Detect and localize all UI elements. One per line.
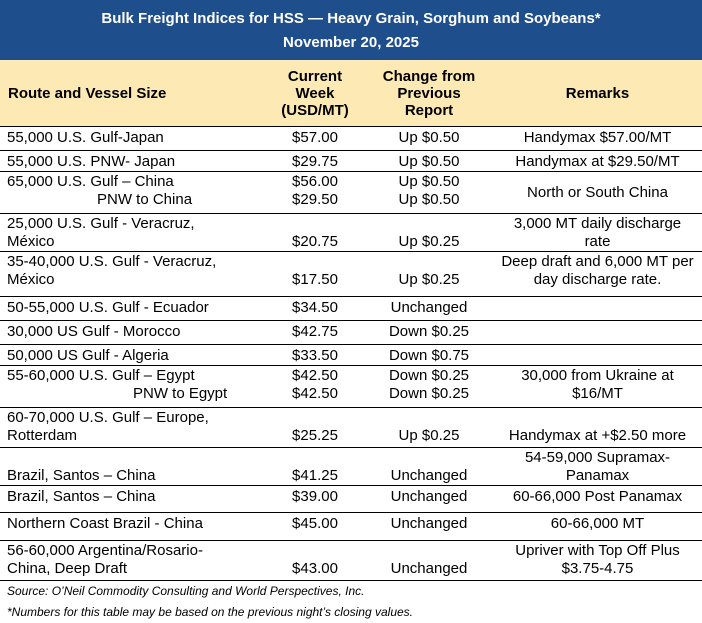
cell-remarks [493, 127, 702, 151]
cell-line: Unchanged [390, 299, 468, 316]
cell-route [0, 321, 265, 345]
cell-change [365, 172, 493, 214]
cell-line: $42.75 [292, 323, 338, 340]
cell-line: 60-66,000 Post Panamax [512, 488, 683, 505]
cell-current [265, 297, 365, 321]
cell-route [0, 252, 265, 297]
header-current: Current Week (USD/MT) [265, 60, 365, 127]
cell-line: Up $0.50 [398, 153, 460, 170]
cell-route [0, 172, 265, 214]
table-row [0, 448, 702, 486]
cell-route [0, 297, 265, 321]
cell-remarks [493, 513, 702, 541]
table-row [0, 513, 702, 541]
cell-line: $45.00 [292, 515, 338, 532]
cell-change [365, 252, 493, 297]
cell-line: Handymax at $29.50/MT [515, 153, 680, 170]
table-title: Bulk Freight Indices for HSS — Heavy Grain, Sorghum and Soybeans* [101, 10, 601, 27]
cell-line: Unchanged [390, 488, 468, 505]
cell-current [265, 486, 365, 513]
cell-line: $29.75 [292, 153, 338, 170]
cell-line: 55,000 U.S. Gulf-Japan [7, 129, 164, 146]
cell-line: México [7, 233, 55, 250]
cell-line: $41.25 [292, 467, 338, 484]
cell-current [265, 345, 365, 366]
cell-line: $33.50 [292, 347, 338, 364]
cell-line: Up $0.50 [398, 173, 460, 190]
cell-line: $16/MT [572, 385, 623, 402]
table-row [0, 252, 702, 297]
table-row [0, 541, 702, 581]
cell-line: North or South China [527, 183, 668, 201]
cell-current [265, 408, 365, 448]
cell-change [365, 486, 493, 513]
cell-change [365, 513, 493, 541]
cell-line: $42.50 [292, 385, 338, 402]
title-band [0, 0, 702, 60]
cell-remarks [493, 321, 702, 345]
table-row [0, 151, 702, 172]
cell-change [365, 366, 493, 408]
cell-change [365, 541, 493, 581]
footnote: *Numbers for this table may be based on the previous night’s closing values. [7, 605, 414, 619]
cell-line: Up $0.50 [398, 191, 460, 208]
cell-line [365, 542, 493, 560]
table-row [0, 214, 702, 252]
cell-line: Handymax at +$2.50 more [508, 427, 687, 444]
cell-line: $56.00 [292, 173, 338, 190]
cell-route [0, 366, 265, 408]
cell-line: $25.25 [292, 427, 338, 444]
cell-line: China, Deep Draft [7, 560, 128, 577]
cell-line: 55,000 U.S. PNW- Japan [7, 153, 176, 170]
cell-line [365, 215, 493, 233]
cell-change [365, 448, 493, 486]
cell-line: Rotterdam [7, 427, 78, 444]
cell-line: $20.75 [292, 233, 338, 250]
cell-line: $29.50 [292, 191, 338, 208]
cell-line [365, 253, 493, 271]
cell-line: Down $0.25 [388, 367, 470, 384]
cell-current [265, 541, 365, 581]
cell-route [0, 486, 265, 513]
cell-line: Unchanged [390, 515, 468, 532]
cell-line: 55-60,000 U.S. Gulf – Egypt [7, 367, 195, 384]
cell-remarks [493, 541, 702, 581]
cell-line [265, 409, 365, 427]
cell-current [265, 366, 365, 408]
cell-line: PNW to Egypt [133, 385, 228, 402]
cell-line: Up $0.25 [398, 233, 460, 250]
cell-line [493, 347, 702, 365]
cell-current [265, 214, 365, 252]
header-row [0, 60, 702, 127]
cell-line: day discharge rate. [533, 271, 662, 288]
cell-line: Brazil, Santos – China [7, 488, 156, 505]
cell-change [365, 151, 493, 172]
cell-remarks [493, 297, 702, 321]
cell-line: 50,000 US Gulf - Algeria [7, 347, 169, 364]
cell-change [365, 345, 493, 366]
cell-line: PNW to China [97, 191, 193, 208]
cell-remarks [493, 151, 702, 172]
cell-line [265, 215, 365, 233]
table-body [0, 127, 702, 581]
cell-line [265, 253, 365, 271]
cell-remarks [493, 408, 702, 448]
cell-line: Up $0.50 [398, 129, 460, 146]
cell-route [0, 513, 265, 541]
cell-line: 60-70,000 U.S. Gulf – Europe, [7, 409, 209, 426]
cell-line: Panamax [565, 467, 630, 484]
cell-change [365, 321, 493, 345]
cell-route [0, 127, 265, 151]
cell-current [265, 151, 365, 172]
freight-table [0, 60, 702, 581]
cell-route [0, 151, 265, 172]
cell-line: $57.00 [292, 129, 338, 146]
cell-line [365, 449, 493, 467]
cell-line: Down $0.75 [388, 347, 470, 364]
cell-current [265, 513, 365, 541]
cell-line: $39.00 [292, 488, 338, 505]
cell-line: 25,000 U.S. Gulf - Veracruz, [7, 215, 195, 232]
table-row [0, 321, 702, 345]
cell-line: Up $0.25 [398, 427, 460, 444]
cell-line: $43.00 [292, 560, 338, 577]
report-date: November 20, 2025 [283, 34, 419, 51]
cell-line [365, 409, 493, 427]
table-row [0, 127, 702, 151]
cell-line: 30,000 US Gulf - Morocco [7, 323, 181, 340]
header-remarks: Remarks [493, 60, 702, 127]
header-route: Route and Vessel Size [0, 60, 265, 127]
cell-line: Down $0.25 [388, 323, 470, 340]
cell-current [265, 172, 365, 214]
cell-line: 60-66,000 MT [550, 515, 645, 532]
cell-line [493, 409, 702, 427]
cell-change [365, 408, 493, 448]
cell-line: $17.50 [292, 271, 338, 288]
cell-route [0, 214, 265, 252]
cell-line: 54-59,000 Supramax- [524, 449, 671, 466]
cell-line: Unchanged [390, 560, 468, 577]
cell-line: México [7, 271, 55, 288]
cell-route [0, 345, 265, 366]
cell-current [265, 448, 365, 486]
cell-line: Up $0.25 [398, 271, 460, 288]
cell-line [265, 542, 365, 560]
cell-remarks [493, 252, 702, 297]
cell-line: $42.50 [292, 367, 338, 384]
table-row [0, 486, 702, 513]
table-row [0, 408, 702, 448]
header-change: Change from Previous Report [365, 60, 493, 127]
notes [0, 581, 702, 623]
cell-current [265, 127, 365, 151]
cell-line: 56-60,000 Argentina/Rosario- [7, 542, 203, 559]
table-row [0, 366, 702, 408]
cell-line: Unchanged [390, 467, 468, 484]
cell-line [493, 323, 702, 341]
source-note: Source: O’Neil Commodity Consulting and World Perspectives, Inc. [7, 584, 365, 598]
cell-remarks [493, 214, 702, 252]
cell-line: 65,000 U.S. Gulf – China [7, 173, 174, 190]
cell-line: 35-40,000 U.S. Gulf - Veracruz, [7, 253, 217, 270]
cell-line: Northern Coast Brazil - China [7, 515, 203, 532]
cell-line: Deep draft and 6,000 MT per [501, 253, 694, 270]
cell-remarks [493, 172, 702, 214]
cell-line: $3.75-4.75 [561, 560, 634, 577]
cell-line: 30,000 from Ukraine at [521, 367, 674, 384]
cell-line: Upriver with Top Off Plus [515, 542, 680, 559]
table-row [0, 297, 702, 321]
cell-remarks [493, 345, 702, 366]
cell-line: Down $0.25 [388, 385, 470, 402]
cell-remarks [493, 448, 702, 486]
cell-line [265, 449, 365, 467]
table-row [0, 172, 702, 214]
cell-change [365, 297, 493, 321]
cell-current [265, 252, 365, 297]
cell-route [0, 448, 265, 486]
table-row [0, 345, 702, 366]
cell-line [493, 299, 702, 317]
cell-line: Handymax $57.00/MT [523, 129, 672, 146]
cell-current [265, 321, 365, 345]
cell-line: 50-55,000 U.S. Gulf - Ecuador [7, 299, 209, 316]
cell-change [365, 127, 493, 151]
cell-line: rate [584, 233, 611, 250]
cell-line: Brazil, Santos – China [7, 467, 156, 484]
cell-line: $34.50 [292, 299, 338, 316]
cell-route [0, 408, 265, 448]
cell-route [0, 541, 265, 581]
cell-change [365, 214, 493, 252]
cell-line: 3,000 MT daily discharge [513, 215, 682, 232]
cell-remarks [493, 366, 702, 408]
cell-remarks [493, 486, 702, 513]
cell-line [7, 449, 265, 467]
